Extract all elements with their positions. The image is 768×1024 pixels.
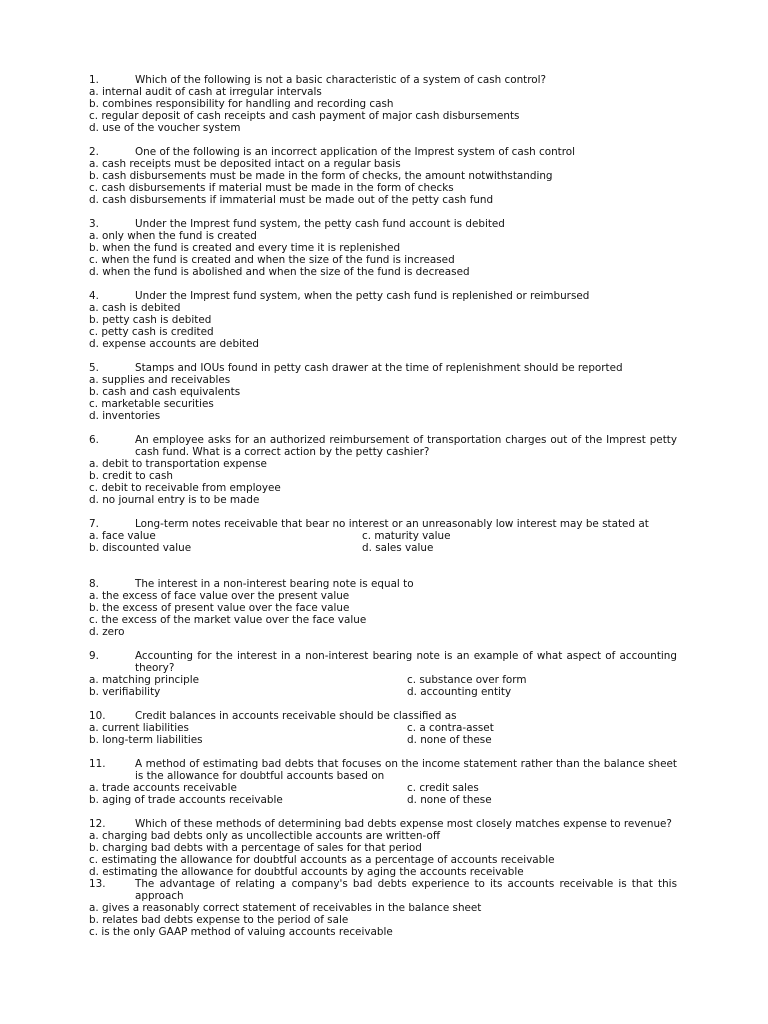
question-stem xyxy=(89,758,677,782)
option-d: d. expense accounts are debited xyxy=(89,338,259,350)
option-a: a. cash receipts must be deposited intact on a regular basis xyxy=(89,158,401,170)
question-text: A method of estimating bad debts that focuses on the income statement rather than the balance sheet is the allowance for doubtful accounts based on xyxy=(135,758,677,782)
option-d: d. none of these xyxy=(407,734,492,746)
option-b: b. charging bad debts with a percentage of sales for that period xyxy=(89,842,422,854)
question-number: 9. xyxy=(89,650,99,662)
option-d: d. zero xyxy=(89,626,125,638)
option-b: b. discounted value xyxy=(89,542,192,554)
option-d: d. accounting entity xyxy=(407,686,512,698)
option-c: c. the excess of the market value over the face value xyxy=(89,614,367,626)
option-c: c. substance over form xyxy=(407,674,527,686)
question-number: 10. xyxy=(89,710,106,722)
question-number: 8. xyxy=(89,578,99,590)
question-3 xyxy=(89,218,677,278)
option-b: b. cash disbursements must be made in the form of checks, the amount notwithstanding xyxy=(89,170,553,182)
option-d: d. estimating the allowance for doubtful accounts by aging the accounts receivable xyxy=(89,866,524,878)
option-a: a. debit to transportation expense xyxy=(89,458,267,470)
question-13 xyxy=(89,878,677,902)
option-b: b. credit to cash xyxy=(89,470,174,482)
option-d: d. inventories xyxy=(89,410,161,422)
question-stem xyxy=(89,218,677,230)
question-text: Stamps and IOUs found in petty cash drawer at the time of replenishment should be reported xyxy=(135,362,623,374)
question-stem xyxy=(89,290,677,302)
question-stem xyxy=(89,146,677,158)
question-number: 13. xyxy=(89,878,106,890)
question-text: Credit balances in accounts receivable should be classified as xyxy=(135,710,457,722)
option-b: b. when the fund is created and every time it is replenished xyxy=(89,242,401,254)
question-number: 11. xyxy=(89,758,106,770)
question-4 xyxy=(89,290,677,350)
question-stem xyxy=(89,818,677,830)
option-a: a. face value xyxy=(89,530,156,542)
question-number: 2. xyxy=(89,146,99,158)
option-a: a. the excess of face value over the present value xyxy=(89,590,350,602)
question-number: 3. xyxy=(89,218,99,230)
option-c: c. debit to receivable from employee xyxy=(89,482,281,494)
option-b: b. petty cash is debited xyxy=(89,314,212,326)
option-a: a. gives a reasonably correct statement of receivables in the balance sheet xyxy=(89,902,482,914)
question-stem xyxy=(89,650,677,674)
question-number: 4. xyxy=(89,290,99,302)
options-grid xyxy=(89,674,677,698)
question-5 xyxy=(89,362,677,422)
option-a: a. trade accounts receivable xyxy=(89,782,237,794)
option-b: b. combines responsibility for handling and recording cash xyxy=(89,98,394,110)
option-a: a. charging bad debts only as uncollectible accounts are written-off xyxy=(89,830,441,842)
question-stem xyxy=(89,578,677,590)
option-d: d. when the fund is abolished and when the size of the fund is decreased xyxy=(89,266,470,278)
question-number: 7. xyxy=(89,518,99,530)
question-number: 6. xyxy=(89,434,99,446)
question-text: Under the Imprest fund system, the petty cash fund account is debited xyxy=(135,218,505,230)
option-d: d. none of these xyxy=(407,794,492,806)
question-number: 5. xyxy=(89,362,99,374)
question-6 xyxy=(89,434,677,506)
question-stem xyxy=(89,74,677,86)
question-11 xyxy=(89,758,677,806)
option-c: c. estimating the allowance for doubtful accounts as a percentage of accounts receivable xyxy=(89,854,555,866)
option-a: a. current liabilities xyxy=(89,722,189,734)
option-b: b. verifiability xyxy=(89,686,161,698)
option-d: d. no journal entry is to be made xyxy=(89,494,260,506)
option-d: d. use of the voucher system xyxy=(89,122,241,134)
option-b: b. long-term liabilities xyxy=(89,734,203,746)
option-c: c. credit sales xyxy=(407,782,479,794)
option-d: d. cash disbursements if immaterial must be made out of the petty cash fund xyxy=(89,194,494,206)
question-2 xyxy=(89,146,677,206)
question-10 xyxy=(89,710,677,746)
option-b: b. cash and cash equivalents xyxy=(89,386,241,398)
question-stem xyxy=(89,362,677,374)
option-c: c. when the fund is created and when the size of the fund is increased xyxy=(89,254,455,266)
option-c: c. is the only GAAP method of valuing accounts receivable xyxy=(89,926,393,938)
option-a: a. matching principle xyxy=(89,674,200,686)
option-c: c. marketable securities xyxy=(89,398,214,410)
question-text: Long-term notes receivable that bear no interest or an unreasonably low interest may be stated at xyxy=(135,518,649,530)
question-text: The interest in a non-interest bearing note is equal to xyxy=(135,578,414,590)
question-stem xyxy=(89,518,677,530)
question-8 xyxy=(89,578,677,638)
question-9 xyxy=(89,650,677,698)
question-7 xyxy=(89,518,677,554)
option-a: a. only when the fund is created xyxy=(89,230,257,242)
question-text: Under the Imprest fund system, when the petty cash fund is replenished or reimbursed xyxy=(135,290,590,302)
option-b: b. the excess of present value over the face value xyxy=(89,602,350,614)
question-number: 12. xyxy=(89,818,106,830)
options-grid xyxy=(89,722,677,746)
option-a: a. supplies and receivables xyxy=(89,374,231,386)
option-a: a. internal audit of cash at irregular intervals xyxy=(89,86,322,98)
options-grid xyxy=(89,782,677,806)
option-c: c. regular deposit of cash receipts and cash payment of major cash disbursements xyxy=(89,110,520,122)
question-text: Which of these methods of determining bad debts expense most closely matches expense to revenue? xyxy=(135,818,672,830)
question-text: Which of the following is not a basic characteristic of a system of cash control? xyxy=(135,74,547,86)
question-text: Accounting for the interest in a non-interest bearing note is an example of what aspect of accounting theory? xyxy=(135,650,677,674)
option-c: c. petty cash is credited xyxy=(89,326,214,338)
question-text: An employee asks for an authorized reimbursement of transportation charges out of the Imprest petty cash fund. What is a correct action by the petty cashier? xyxy=(135,434,677,458)
options-grid xyxy=(89,530,677,554)
question-text: One of the following is an incorrect application of the Imprest system of cash control xyxy=(135,146,576,158)
option-c: c. cash disbursements if material must be made in the form of checks xyxy=(89,182,454,194)
option-d: d. sales value xyxy=(362,542,434,554)
option-c: c. maturity value xyxy=(362,530,451,542)
option-a: a. cash is debited xyxy=(89,302,181,314)
option-c: c. a contra-asset xyxy=(407,722,494,734)
option-b: b. aging of trade accounts receivable xyxy=(89,794,283,806)
question-1 xyxy=(89,74,677,134)
question-12 xyxy=(89,818,677,938)
question-stem xyxy=(89,434,677,458)
question-number: 1. xyxy=(89,74,99,86)
question-stem xyxy=(89,710,677,722)
option-b: b. relates bad debts expense to the period of sale xyxy=(89,914,349,926)
question-text: The advantage of relating a company's bad debts experience to its accounts receivable is that this approach xyxy=(135,878,677,902)
